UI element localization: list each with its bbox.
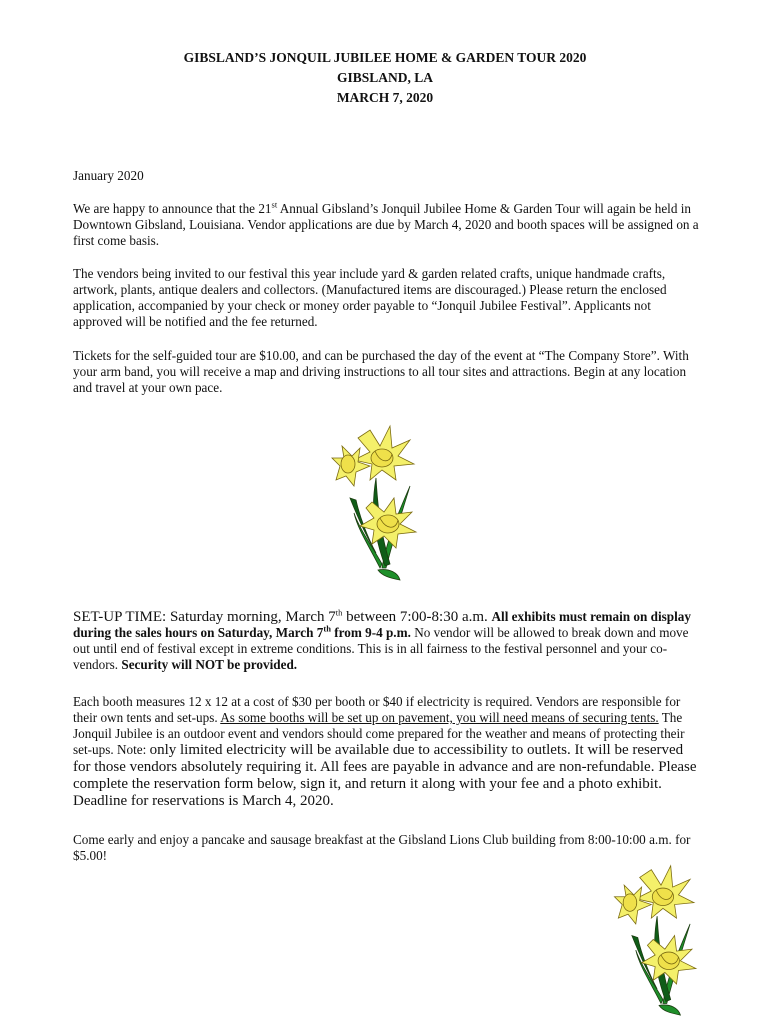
letter-date: January 2020 [73, 168, 144, 183]
underlined-securing-note: As some booths will be set up on pavement, you will need means of securing tents. [220, 710, 659, 725]
document-header [0, 48, 770, 108]
paragraph-breakfast: Come early and enjoy a pancake and sausage breakfast at the Gibsland Lions Club building from 8:00-10:00 a.m. for $5.00! [73, 832, 691, 863]
daffodil-illustration-corner [612, 858, 710, 1018]
paragraph-tickets: Tickets for the self-guided tour are $10.00, and can be purchased the day of the event at “The Company Store”. With your arm band, you will receive a map and driving instructions to all tour sites and attractions. Begin at any location and travel at your own pace. [73, 348, 689, 395]
paragraph-vendors: The vendors being invited to our festival this year include yard & garden related crafts, unique handmade crafts, artwork, plants, antique dealers and collectors. (Manufactured items are discouraged.) Please return the enclosed application, accompanied by your check or money order payable to “Jonquil Jubilee Festival”. Applicants not approved will be notified and the fee returned. [73, 266, 667, 329]
daffodil-illustration-center [330, 418, 430, 583]
paragraph-booth: Each booth measures 12 x 12 at a cost of $30 per booth or $40 if electricity is required. Vendors are responsible for their own tents and set-ups. As some booths will be set up on pavement, you will need means of securing tents. The Jonquil Jubilee is an outdoor event and vendors should come prepared for the weather and means of protecting their set-ups. Note: only limited electricity will be available due to accessibility to outlets. It will be reserved for those vendors absolutely requiring it. All fees are payable in advance and are non-refundable. Please complete the reservation form below, sign it, and return it along with your fee and a photo exhibit. Deadline for reservations is March 4, 2020. [73, 694, 697, 809]
header-date: MARCH 7, 2020 [336, 90, 434, 105]
paragraph-announcement: We are happy to announce that the 21st Annual Gibsland’s Jonquil Jubilee Home & Garden Tour will again be held in Downtown Gibsland, Louisiana. Vendor applications are due by March 4, 2020 and booth spaces will be assigned on a first come basis. [73, 199, 699, 248]
header-title: GIBSLAND’S JONQUIL JUBILEE HOME & GARDEN TOUR 2020 [183, 50, 587, 65]
header-location: GIBSLAND, LA [336, 70, 434, 85]
paragraph-setup: SET-UP TIME: Saturday morning, March 7th between 7:00-8:30 a.m. All exhibits must remain on display during the sales hours on Saturday, March 7th from 9-4 p.m. No vendor will be allowed to break down and move out until end of festival except in extreme conditions. This is in all fairness to the festival personnel and your co-vendors. Security will NOT be provided. [73, 607, 691, 672]
